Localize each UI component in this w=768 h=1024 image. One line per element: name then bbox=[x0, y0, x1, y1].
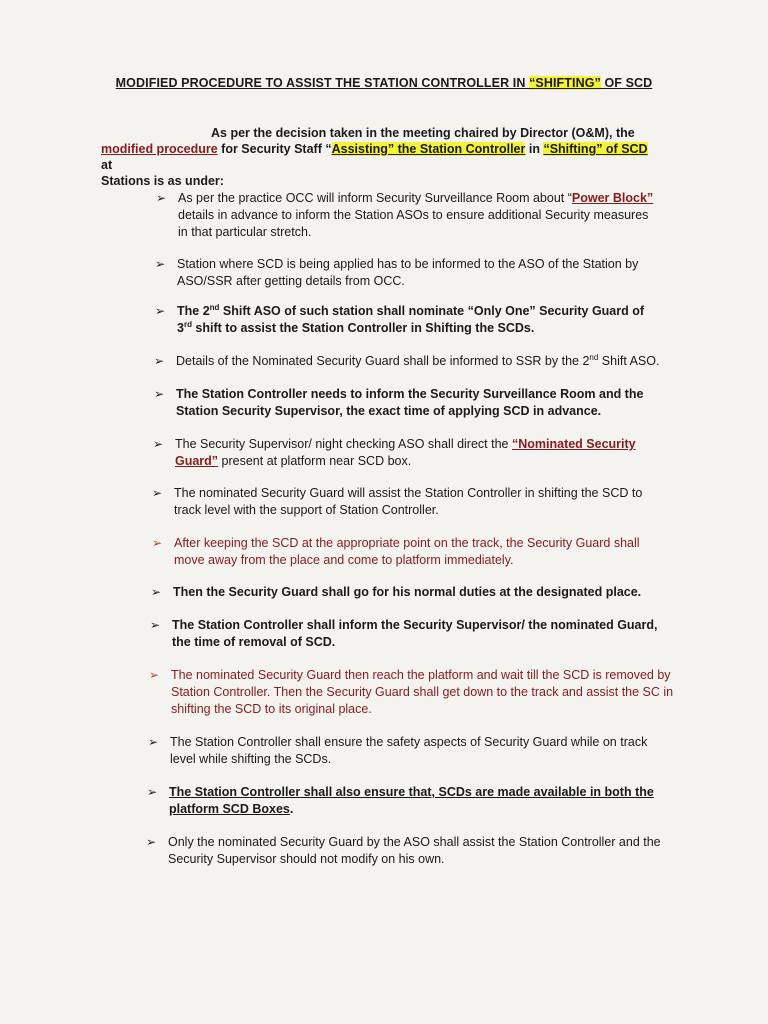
arrow-bullet-icon: ➢ bbox=[148, 735, 159, 749]
intro-paragraph: As per the decision taken in the meeting chaired by Director (O&M), the modified procedure for Security Staff “Assisting” the Station Controller in “Shifting” of SCD at Stations is as under: bbox=[101, 126, 648, 188]
list-item: ➢ The nominated Security Guard then reach the platform and wait till the SCD is removed by Station Controller. Then the Security Guard shall get down to the track and assist the SC in shifting the SCD to its original place. bbox=[149, 668, 674, 716]
arrow-bullet-icon: ➢ bbox=[156, 191, 167, 205]
arrow-bullet-icon: ➢ bbox=[146, 835, 157, 849]
arrow-bullet-icon: ➢ bbox=[147, 785, 158, 799]
list-item: ➢ After keeping the SCD at the appropriate point on the track, the Security Guard shall move away from the place and come to platform immediately. bbox=[152, 536, 640, 567]
arrow-bullet-icon: ➢ bbox=[152, 536, 163, 550]
arrow-bullet-icon: ➢ bbox=[155, 257, 166, 271]
arrow-bullet-icon: ➢ bbox=[154, 354, 165, 368]
arrow-bullet-icon: ➢ bbox=[151, 585, 162, 599]
list-item: ➢ Then the Security Guard shall go for his normal duties at the designated place. bbox=[151, 585, 642, 599]
arrow-bullet-icon: ➢ bbox=[153, 437, 164, 451]
list-item: ➢ The Security Supervisor/ night checking ASO shall direct the “Nominated Security Guard” present at platform near SCD box. bbox=[153, 437, 636, 468]
list-item: ➢ The 2nd Shift ASO of such station shall nominate “Only One” Security Guard of 3rd shift to assist the Station Controller in Shifting the SCDs. bbox=[155, 302, 645, 335]
list-item: ➢ The Station Controller shall ensure the safety aspects of Security Guard while on track level while shifting the SCDs. bbox=[148, 735, 648, 766]
list-item: ➢ As per the practice OCC will inform Security Surveillance Room about “Power Block” details in advance to inform the Station ASOs to ensure additional Security measures in that particular stretch. bbox=[156, 191, 654, 239]
list-item: ➢ The Station Controller shall inform the Security Supervisor/ the nominated Guard, the time of removal of SCD. bbox=[150, 618, 658, 649]
arrow-bullet-icon: ➢ bbox=[150, 618, 161, 632]
document-title: MODIFIED PROCEDURE TO ASSIST THE STATION CONTROLLER IN “SHIFTING” OF SCD bbox=[115, 76, 653, 90]
arrow-bullet-icon: ➢ bbox=[152, 486, 163, 500]
arrow-bullet-icon: ➢ bbox=[155, 304, 166, 318]
list-item: ➢ The nominated Security Guard will assist the Station Controller in shifting the SCD to track level with the support of Station Controller. bbox=[152, 486, 643, 517]
arrow-bullet-icon: ➢ bbox=[154, 387, 165, 401]
modified-procedure-link-text: modified procedure bbox=[101, 142, 218, 156]
list-item: ➢ The Station Controller needs to inform the Security Surveillance Room and the Station Security Supervisor, the exact time of applying SCD in advance. bbox=[154, 387, 644, 418]
list-item: ➢ Only the nominated Security Guard by the ASO shall assist the Station Controller and the Security Supervisor should not modify on his own. bbox=[146, 835, 661, 866]
list-item: ➢ Details of the Nominated Security Guard shall be informed to SSR by the 2nd Shift ASO. bbox=[154, 352, 660, 368]
list-item: ➢ The Station Controller shall also ensure that, SCDs are made available in both the platform SCD Boxes. bbox=[147, 785, 654, 816]
title-highlight: “SHIFTING” bbox=[529, 76, 601, 90]
list-item: ➢ Station where SCD is being applied has to be informed to the ASO of the Station by ASO/SSR after getting details from OCC. bbox=[155, 257, 639, 288]
arrow-bullet-icon: ➢ bbox=[149, 668, 160, 682]
